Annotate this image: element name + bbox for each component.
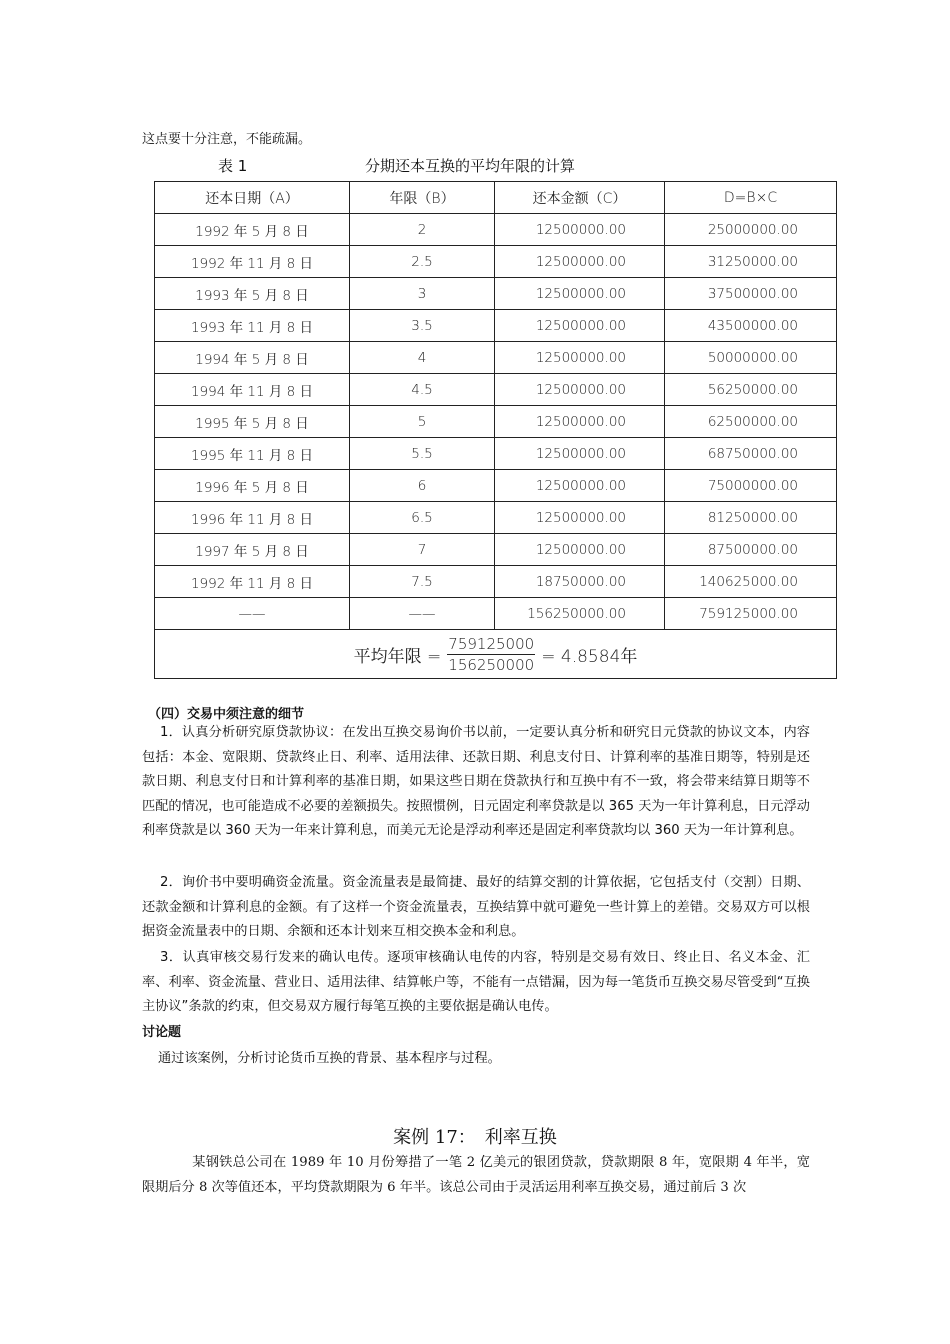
table-row [155,310,837,342]
table-cell: 12500000.00 [495,374,665,406]
table-cell: 1992 年 11 月 8 日 [155,246,350,278]
table-cell: 87500000.00 [665,534,837,566]
table-cell: 7.5 [350,566,495,598]
table-row [155,470,837,502]
table-cell: 50000000.00 [665,342,837,374]
formula-denominator: 156250000 [448,655,535,674]
table-cell: 43500000.00 [665,310,837,342]
header-cell: D=B×C [665,182,837,214]
table-cell: 1994 年 11 月 8 日 [155,374,350,406]
table-cell: 37500000.00 [665,278,837,310]
table-cell: 2.5 [350,246,495,278]
case-paragraph-text: 某钢铁总公司在 1989 年 10 月份筹措了一笔 2 亿美元的银团贷款，贷款期限 8 年，宽限期 4 年半，宽限期后分 8 次等值还本，平均贷款期限为 6 年半。该总公司由于灵活运用利率互换交易，通过前后 3 次 [142,1155,810,1195]
table-row [155,374,837,406]
formula-label: 平均年限 = [353,646,442,667]
table-row [155,534,837,566]
table-row [155,278,837,310]
case-paragraph [142,1150,810,1200]
table-cell: 81250000.00 [665,502,837,534]
table-cell: 1995 年 5 月 8 日 [155,406,350,438]
table-cell: 1996 年 11 月 8 日 [155,502,350,534]
table-caption-label: 表 1 [218,157,248,175]
header-cell: 还本日期（A） [155,182,350,214]
table-cell: 156250000.00 [495,598,665,630]
table-cell: 5 [350,406,495,438]
formula-fraction [447,634,535,675]
table-cell: 4.5 [350,374,495,406]
table-cell: 31250000.00 [665,246,837,278]
table-cell: 12500000.00 [495,438,665,470]
table-cell: 12500000.00 [495,246,665,278]
table-cell: 12500000.00 [495,534,665,566]
table-cell: 3.5 [350,310,495,342]
table-cell: 140625000.00 [665,566,837,598]
table-row [155,598,837,630]
table-cell: 3 [350,278,495,310]
table-cell: 25000000.00 [665,214,837,246]
table-cell: 1993 年 5 月 8 日 [155,278,350,310]
table-cell: 12500000.00 [495,406,665,438]
table-cell: 1992 年 11 月 8 日 [155,566,350,598]
table-cell: 12500000.00 [495,502,665,534]
table-cell: 12500000.00 [495,278,665,310]
table-row [155,246,837,278]
paragraph-text: 1．认真分析研究原贷款协议：在发出互换交易询价书以前，一定要认真分析和研究日元贷款的协议文本，内容包括：本金、宽限期、贷款终止日、利率、适用法律、还款日期、利息支付日、计算利率的基准日期等，特别是还款日期、利息支付日和计算利率的基准日期，如果这些日期在贷款执行和互换中有不一致，将会带来结算日期等不匹配的情况，也可能造成不必要的差额损失。按照惯例，日元固定利率贷款是以 365 天为一年计算利息，日元浮动利率贷款是以 360 天为一年来计算利息，而美元无论是浮动利率还是固定利率贷款均以 360 天为一年计算利息。 [142,725,810,838]
table-cell: 18750000.00 [495,566,665,598]
table-row [155,342,837,374]
table-cell: 4 [350,342,495,374]
formula-result: = 4.8584年 [541,646,638,667]
table-cell: —— [350,598,495,630]
header-cell: 年限（B） [350,182,495,214]
formula-cell [155,630,837,679]
table-cell: 2 [350,214,495,246]
table-cell: 56250000.00 [665,374,837,406]
table-cell: 62500000.00 [665,406,837,438]
formula-numerator: 759125000 [448,634,535,653]
discussion-text: 通过该案例，分析讨论货币互换的背景、基本程序与过程。 [158,1051,501,1066]
table-cell: 68750000.00 [665,438,837,470]
paragraph-2 [142,871,810,945]
case-title: 案例 17： 利率互换 [393,1127,557,1148]
intro-text: 这点要十分注意，不能疏漏。 [142,132,312,147]
table-cell: 7 [350,534,495,566]
table-cell: 12500000.00 [495,310,665,342]
table-cell: 12500000.00 [495,214,665,246]
table-header-row [155,182,837,214]
paragraph-3 [142,946,810,1020]
table-cell: 1993 年 11 月 8 日 [155,310,350,342]
paragraph-text: 2．询价书中要明确资金流量。资金流量表是最简捷、最好的结算交割的计算依据，它包括支付（交割）日期、还款金额和计算利息的金额。有了这样一个资金流量表，互换结算中就可避免一些计算上的差错。交易双方可以根据资金流量表中的日期、余额和还本计划来互相交换本金和利息。 [142,875,810,939]
table-cell: 6 [350,470,495,502]
table-cell: 12500000.00 [495,342,665,374]
table-cell: —— [155,598,350,630]
table-cell: 5.5 [350,438,495,470]
average-years-formula [354,634,638,675]
table-cell: 1996 年 5 月 8 日 [155,470,350,502]
discussion-heading: 讨论题 [142,1025,182,1040]
table-cell: 759125000.00 [665,598,837,630]
section-heading: （四）交易中须注意的细节 [148,707,305,722]
table-caption-title: 分期还本互换的平均年限的计算 [365,157,576,175]
table-cell: 1997 年 5 月 8 日 [155,534,350,566]
table-cell: 12500000.00 [495,470,665,502]
paragraph-text: 3．认真审核交易行发来的确认电传。逐项审核确认电传的内容，特别是交易有效日、终止日、名义本金、汇率、利率、资金流量、营业日、适用法律、结算帐户等，不能有一点错漏，因为每一笔货币互换交易尽管受到“互换主协议”条款的约束，但交易双方履行每笔互换的主要依据是确认电传。 [142,950,810,1014]
paragraph-1 [142,721,810,844]
table-row [155,438,837,470]
table-row [155,566,837,598]
header-cell: 还本金额（C） [495,182,665,214]
table-cell: 6.5 [350,502,495,534]
table-cell: 1992 年 5 月 8 日 [155,214,350,246]
table-cell: 1995 年 11 月 8 日 [155,438,350,470]
table-row [155,406,837,438]
table-row [155,214,837,246]
table-row [155,502,837,534]
amortization-table [154,181,837,679]
table-cell: 1994 年 5 月 8 日 [155,342,350,374]
table-cell: 75000000.00 [665,470,837,502]
formula-row [155,630,837,679]
